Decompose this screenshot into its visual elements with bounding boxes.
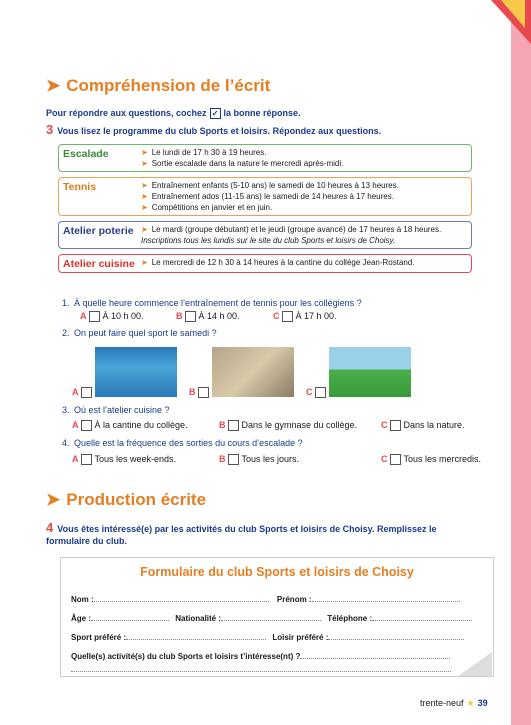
form-row-preferences: Sport préféré : Loisir préféré : <box>71 632 464 642</box>
form-row-activities-line2 <box>71 664 451 674</box>
arrow-icon: ➤ <box>46 490 61 509</box>
telephone-field[interactable] <box>372 613 472 621</box>
checkbox[interactable] <box>390 420 401 431</box>
q3-option-c[interactable]: C Dans la nature. <box>381 420 465 430</box>
q4-option-c[interactable]: C Tous les mercredis. <box>381 454 482 464</box>
activity-list <box>58 144 472 278</box>
climbing-image <box>212 347 294 397</box>
corner-decoration-yellow <box>501 0 525 28</box>
activity-cuisine: Atelier cuisine ➤ Le mercredi de 12 h 30 à 14 heures à la cantine du collège Jean-Rostand. <box>58 254 472 273</box>
nationalite-field[interactable] <box>221 613 321 621</box>
loisir-field[interactable] <box>328 632 464 640</box>
tennis-image <box>329 347 411 397</box>
checkbox[interactable] <box>228 420 239 431</box>
form-row-age: Âge : Nationalité : Téléphone : <box>71 613 472 623</box>
nom-field[interactable] <box>94 594 269 602</box>
q4-option-a[interactable]: A Tous les week-ends. <box>72 454 177 464</box>
checkbox[interactable] <box>390 454 401 465</box>
swimming-image <box>95 347 177 397</box>
checkbox[interactable] <box>185 311 196 322</box>
checkbox[interactable] <box>315 387 326 398</box>
instruction: Pour répondre aux questions, cochez ✓ la bonne réponse. <box>46 108 301 119</box>
q2-option-c[interactable]: C <box>306 387 329 398</box>
checkbox[interactable] <box>81 387 92 398</box>
page-fold-decoration <box>458 652 492 676</box>
exercise-3-instruction: 3 Vous lisez le programme du club Sports et loisirs. Répondez aux questions. <box>46 122 382 137</box>
section-title-comprehension: ➤ Compréhension de l’écrit <box>46 76 271 95</box>
activity-poterie: Atelier poterie ➤ Le mardi (groupe débutant) et le jeudi (groupe avancé) de 17 heures à 18 heures. Inscriptions tous les lundis sur le site du club Sports et loisirs de Choisy. <box>58 221 472 249</box>
q3-option-a[interactable]: A À la cantine du collège. <box>72 420 188 430</box>
activites-field[interactable] <box>300 651 450 659</box>
q4-option-b[interactable]: B Tous les jours. <box>219 454 300 464</box>
activity-name: Tennis <box>63 181 97 193</box>
form-row-activities: Quelle(s) activité(s) du club Sports et loisirs t’intéresse(nt) ? <box>71 651 450 661</box>
page-edge-bar <box>511 0 531 725</box>
q2-option-a[interactable]: A <box>72 387 95 398</box>
activity-name: Atelier poterie <box>63 225 134 237</box>
checkbox[interactable] <box>282 311 293 322</box>
q1-option-a[interactable]: A À 10 h 00. <box>80 311 144 321</box>
q1-option-b[interactable]: B À 14 h 00. <box>176 311 240 321</box>
registration-form <box>60 557 494 677</box>
form-title: Formulaire du club Sports et loisirs de Choisy <box>140 565 414 579</box>
checkbox[interactable] <box>81 420 92 431</box>
question-3: 3. Où est l’atelier cuisine ? <box>62 405 170 415</box>
activites-field-line2[interactable] <box>71 664 451 672</box>
q3-option-b[interactable]: B Dans le gymnase du collège. <box>219 420 358 430</box>
checkbox-icon: ✓ <box>210 108 221 119</box>
section-title-production: ➤ Production écrite <box>46 490 207 509</box>
activity-name: Atelier cuisine <box>63 258 135 270</box>
page-footer: trente-neuf ★ 39 <box>420 698 488 708</box>
checkbox[interactable] <box>198 387 209 398</box>
exercise-4-instruction: 4 Vous êtes intéressé(e) par les activités du club Sports et loisirs de Choisy. Remplissez le formulaire du club. <box>46 520 437 546</box>
activity-escalade: Escalade ➤ Le lundi de 17 h 30 à 19 heures. ➤ Sortie escalade dans la nature le mercredi après-midi. <box>58 144 472 172</box>
question-2: 2. On peut faire quel sport le samedi ? <box>62 328 217 338</box>
checkbox[interactable] <box>228 454 239 465</box>
q2-option-b[interactable]: B <box>189 387 212 398</box>
activity-tennis: Tennis ➤ Entraînement enfants (5-10 ans) le samedi de 10 heures à 13 heures. ➤ Entraînement ados (11-15 ans) le samedi de 14 heures à 17 heures. ➤ Compétitions en janvier et en juin. <box>58 177 472 216</box>
star-icon: ★ <box>466 698 475 708</box>
question-4: 4. Quelle est la fréquence des sorties du cours d’escalade ? <box>62 438 303 448</box>
activity-name: Escalade <box>63 148 109 160</box>
page-number: 39 <box>477 698 488 708</box>
question-1: 1. À quelle heure commence l’entraînement de tennis pour les collégiens ? <box>62 298 362 308</box>
age-field[interactable] <box>91 613 169 621</box>
checkbox[interactable] <box>81 454 92 465</box>
prenom-field[interactable] <box>312 594 460 602</box>
form-row-name: Nom : Prénom : <box>71 594 460 604</box>
arrow-icon: ➤ <box>46 76 61 95</box>
q1-option-c[interactable]: C À 17 h 00. <box>273 311 337 321</box>
sport-field[interactable] <box>126 632 266 640</box>
checkbox[interactable] <box>89 311 100 322</box>
